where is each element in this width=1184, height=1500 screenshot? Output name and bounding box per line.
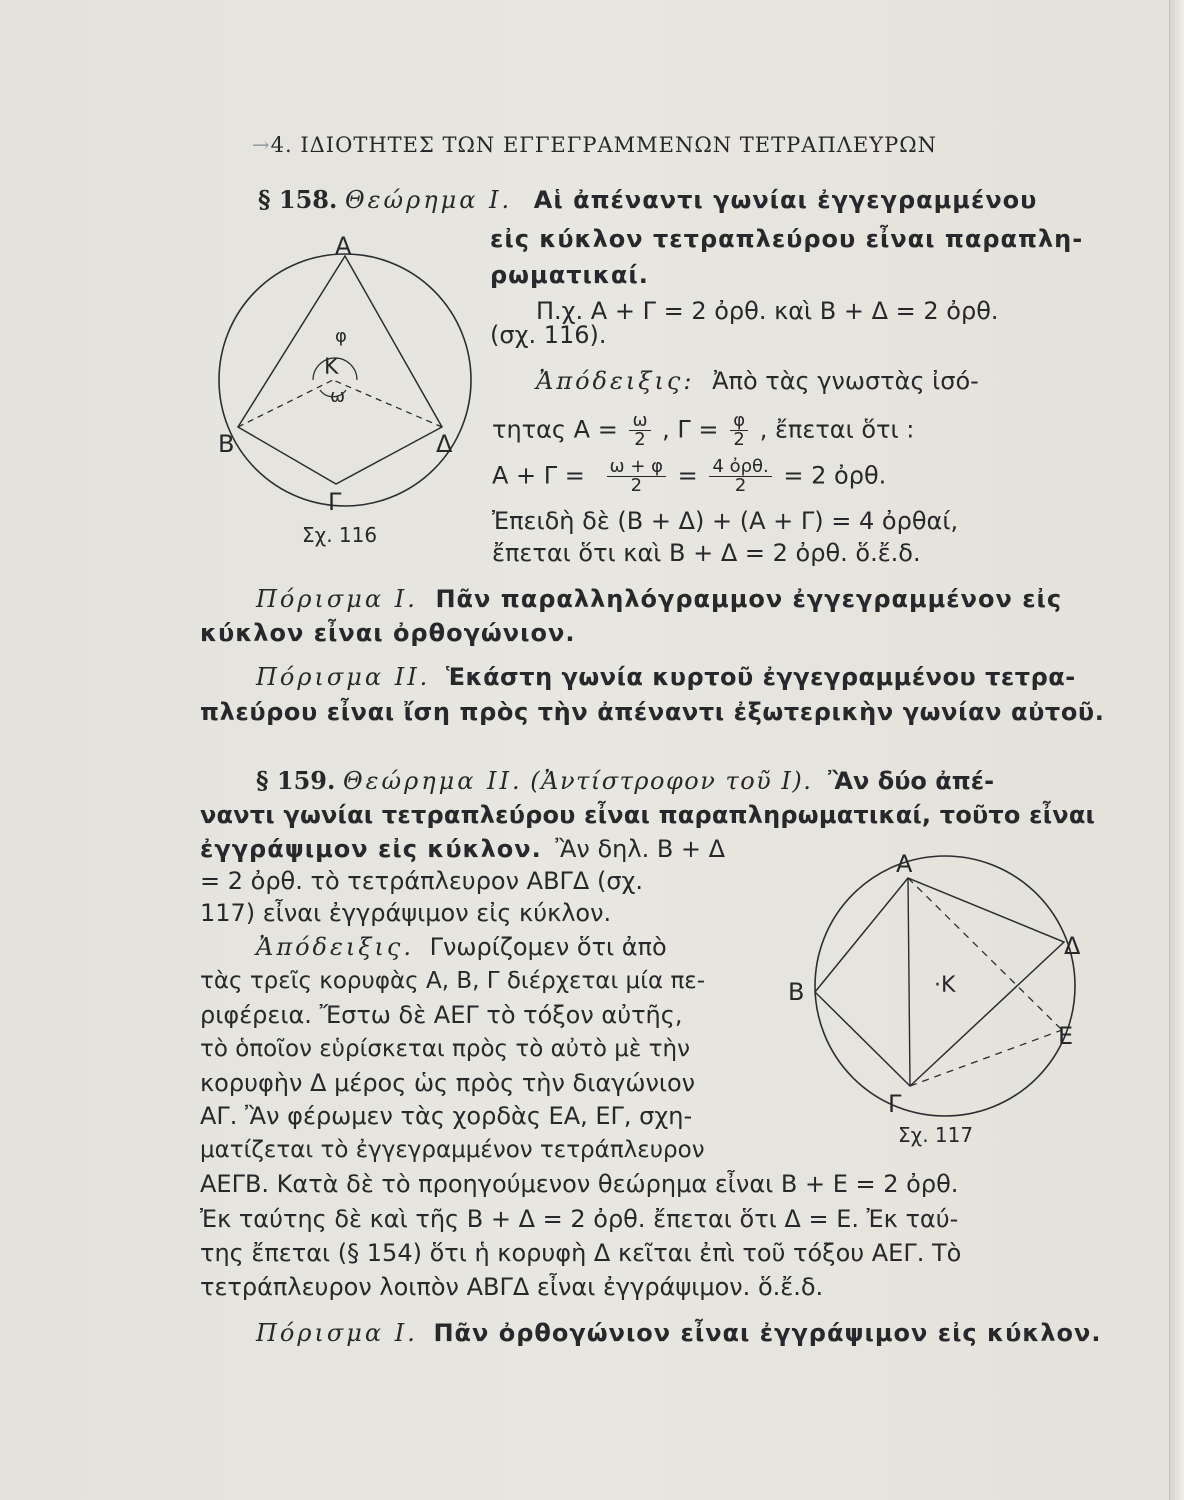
proof-line: ματίζεται τὸ ἐγγεγραμμένον τετράπλευρον <box>200 1137 705 1163</box>
radius-kd <box>333 380 442 427</box>
proof-line: Α + Γ = $\frac{\omega + \varphi}{2}$ = $\frac{\text{4 ὀρθ.}}{2}$ = 2 ὀρθ. <box>492 456 887 496</box>
proof-line: κορυφὴν Δ μέρος ὡς πρὸς τὴν διαγώνιον <box>200 1069 696 1097</box>
body-text-line: = 2 ὀρθ. τὸ τετράπλευρον ΑΒΓΔ (σχ. <box>200 867 644 895</box>
proof-text: , Γ = <box>662 415 719 444</box>
vertex-d-label: Δ <box>1064 932 1081 960</box>
corollary-text: Πᾶν ὀρθογώνιον εἶναι ἐγγράψιμον εἰς κύκλον. <box>433 1319 1102 1347</box>
corollary-text: Πᾶν παραλληλόγραμμον ἐγγεγραμμένον εἰς <box>435 585 1063 613</box>
section-heading <box>252 130 937 160</box>
body-text-line: 117) εἶναι ἐγγράψιμον εἰς κύκλον. <box>200 899 612 927</box>
paragraph-number: § 158. <box>258 185 338 214</box>
figure-117 <box>780 850 1110 1160</box>
fraction-denominator: 2 <box>734 475 747 496</box>
angle-phi-label: φ <box>335 326 347 347</box>
section-title: ΙΔΙΟΤΗΤΕΣ ΤΩΝ ΕΓΓΕΓΡΑΜΜΕΝΩΝ ΤΕΤΡΑΠΛΕΥΡΩΝ <box>300 133 938 157</box>
theorem-statement-line <box>200 834 725 864</box>
proof-line: ΑΓ. Ἂν φέρωμεν τὰς χορδὰς ΕΑ, ΕΓ, σχη- <box>200 1102 693 1130</box>
example-line: Π.χ. Α + Γ = 2 ὀρθ. καὶ Β + Δ = 2 ὀρθ. <box>536 297 999 325</box>
diagonal-ag <box>908 878 910 1086</box>
chord-eg <box>910 1030 1062 1086</box>
fraction <box>607 458 666 495</box>
corollary-3 <box>256 1318 1101 1348</box>
theorem-statement-text: ἐγγράψιμον εἰς κύκλον. <box>200 835 542 863</box>
proof-line: της ἔπεται (§ 154) ὅτι ἡ κορυφὴ Δ κεῖται ἐπὶ τοῦ τόξου ΑΕΓ. Τὸ <box>200 1239 962 1267</box>
fraction-denominator: 2 <box>733 429 745 450</box>
theorem-sublabel: (Ἀντίστροφον τοῦ Ι). <box>530 767 813 795</box>
vertex-b-label: Β <box>218 430 235 458</box>
fraction <box>629 412 650 449</box>
vertex-b-label: Β <box>788 978 805 1006</box>
theorem-statement-line: ρωματικαί. <box>490 261 649 289</box>
proof-text: Ἀπὸ τὰς γνωστὰς ἰσό- <box>712 367 979 395</box>
paragraph-number: § 159. <box>256 766 336 795</box>
proof-label: Ἀπόδειξις: <box>536 367 695 395</box>
circumcircle <box>219 254 471 506</box>
proof-text: τητας Α = <box>492 415 618 444</box>
figure-caption: Σχ. 117 <box>898 1123 974 1147</box>
corollary-label: Πόρισμα ΙΙ. <box>256 663 431 691</box>
fraction-numerator: ω <box>629 412 650 431</box>
figure-reference: (σχ. 116). <box>490 321 607 349</box>
fraction-denominator: 2 <box>634 429 646 450</box>
corollary-label: Πόρισμα Ι. <box>256 585 418 613</box>
fraction-numerator: 4 ὀρθ. <box>709 458 771 477</box>
theorem-statement-line: εἰς κύκλον τετραπλεύρου εἶναι παραπλη- <box>490 225 1084 253</box>
corollary-text: κύκλον εἶναι ὀρθογώνιον. <box>200 619 576 647</box>
proof-text: , ἔπεται ὅτι : <box>759 415 915 444</box>
vertex-a-label: Α <box>896 850 913 878</box>
corollary-1 <box>256 584 1062 614</box>
vertex-a-label: Α <box>335 232 352 260</box>
theorem-label: Θεώρημα Ι. <box>345 186 513 214</box>
figure-caption: Σχ. 116 <box>302 523 378 547</box>
proof-text: = 2 ὀρθ. <box>783 461 887 490</box>
proof-text: Γνωρίζομεν ὅτι ἀπὸ <box>429 933 667 961</box>
proof-line <box>536 366 979 396</box>
vertex-e-label: Ε <box>1058 1022 1074 1050</box>
proof-line: ΑΕΓΒ. Κατὰ δὲ τὸ προηγούμενον θεώρημα εἶναι Β + Ε = 2 ὀρθ. <box>200 1170 959 1198</box>
proof-line <box>256 932 667 962</box>
figure-116 <box>200 230 490 560</box>
body-text: Ἂν δηλ. Β + Δ <box>555 835 726 863</box>
proof-line: τετράπλευρον λοιπὸν ΑΒΓΔ εἶναι ἐγγράψιμον. ὅ.ἔ.δ. <box>200 1273 824 1301</box>
corollary-label: Πόρισμα Ι. <box>256 1319 418 1347</box>
fraction-numerator: ω + φ <box>607 458 666 477</box>
proof-text: Α + Γ = <box>492 461 585 490</box>
proof-line: ριφέρεια. Ἔστω δὲ ΑΕΓ τὸ τόξον αὐτῆς, <box>200 1001 683 1029</box>
page-spine-edge <box>1169 0 1184 1500</box>
proof-line: Ἐπειδὴ δὲ (Β + Δ) + (Α + Γ) = 4 ὀρθαί, <box>492 507 959 535</box>
fraction-denominator: 2 <box>630 475 643 496</box>
proof-line <box>492 412 914 449</box>
theorem-158-header <box>258 185 1037 215</box>
theorem-statement-line: Ἂν δύο ἀπέ- <box>828 767 995 795</box>
vertex-d-label: Δ <box>436 430 453 458</box>
corollary-text: πλεύρου εἶναι ἴση πρὸς τὴν ἀπέναντι ἐξωτερικὴν γωνίαν αὐτοῦ. <box>200 698 1105 726</box>
theorem-statement-line: ναντι γωνίαι τετραπλεύρου εἶναι παραπληρωματικαί, τοῦτο εἶναι <box>200 801 1096 829</box>
arrow-mark-icon: → <box>252 133 271 157</box>
fraction <box>709 458 771 495</box>
chord-ea <box>908 878 1062 1030</box>
fraction <box>730 412 748 449</box>
center-k-label: ·Κ <box>934 973 956 998</box>
fraction-numerator: φ <box>730 412 748 431</box>
theorem-label: Θεώρημα ΙΙ. <box>343 767 523 795</box>
proof-line: τὰς τρεῖς κορυφὰς Α, Β, Γ διέρχεται μία πε- <box>200 968 706 994</box>
vertex-g-label: Γ <box>328 488 342 516</box>
quadrilateral-abgd <box>238 256 442 484</box>
proof-line: Ἐκ ταύτης δὲ καὶ τῆς Β + Δ = 2 ὀρθ. ἔπεται ὅτι Δ = Ε. Ἐκ ταύ- <box>200 1205 959 1233</box>
corollary-text: Ἑκάστη γωνία κυρτοῦ ἐγγεγραμμένου τετρα- <box>445 663 1076 691</box>
center-k-label: Κ <box>324 355 339 380</box>
vertex-g-label: Γ <box>888 1090 902 1118</box>
angle-omega-label: ω <box>330 386 346 407</box>
corollary-2 <box>256 662 1076 692</box>
proof-label: Ἀπόδειξις. <box>256 933 414 961</box>
theorem-159-header <box>256 766 994 796</box>
proof-line: τὸ ὁποῖον εὑρίσκεται πρὸς τὸ αὐτὸ μὲ τὴν <box>200 1036 690 1062</box>
theorem-statement-line: Αἱ ἀπέναντι γωνίαι ἐγγεγραμμένου <box>533 186 1038 214</box>
proof-line: ἔπεται ὅτι καὶ Β + Δ = 2 ὀρθ. ὅ.ἔ.δ. <box>492 539 921 567</box>
section-number: 4. <box>270 133 293 157</box>
